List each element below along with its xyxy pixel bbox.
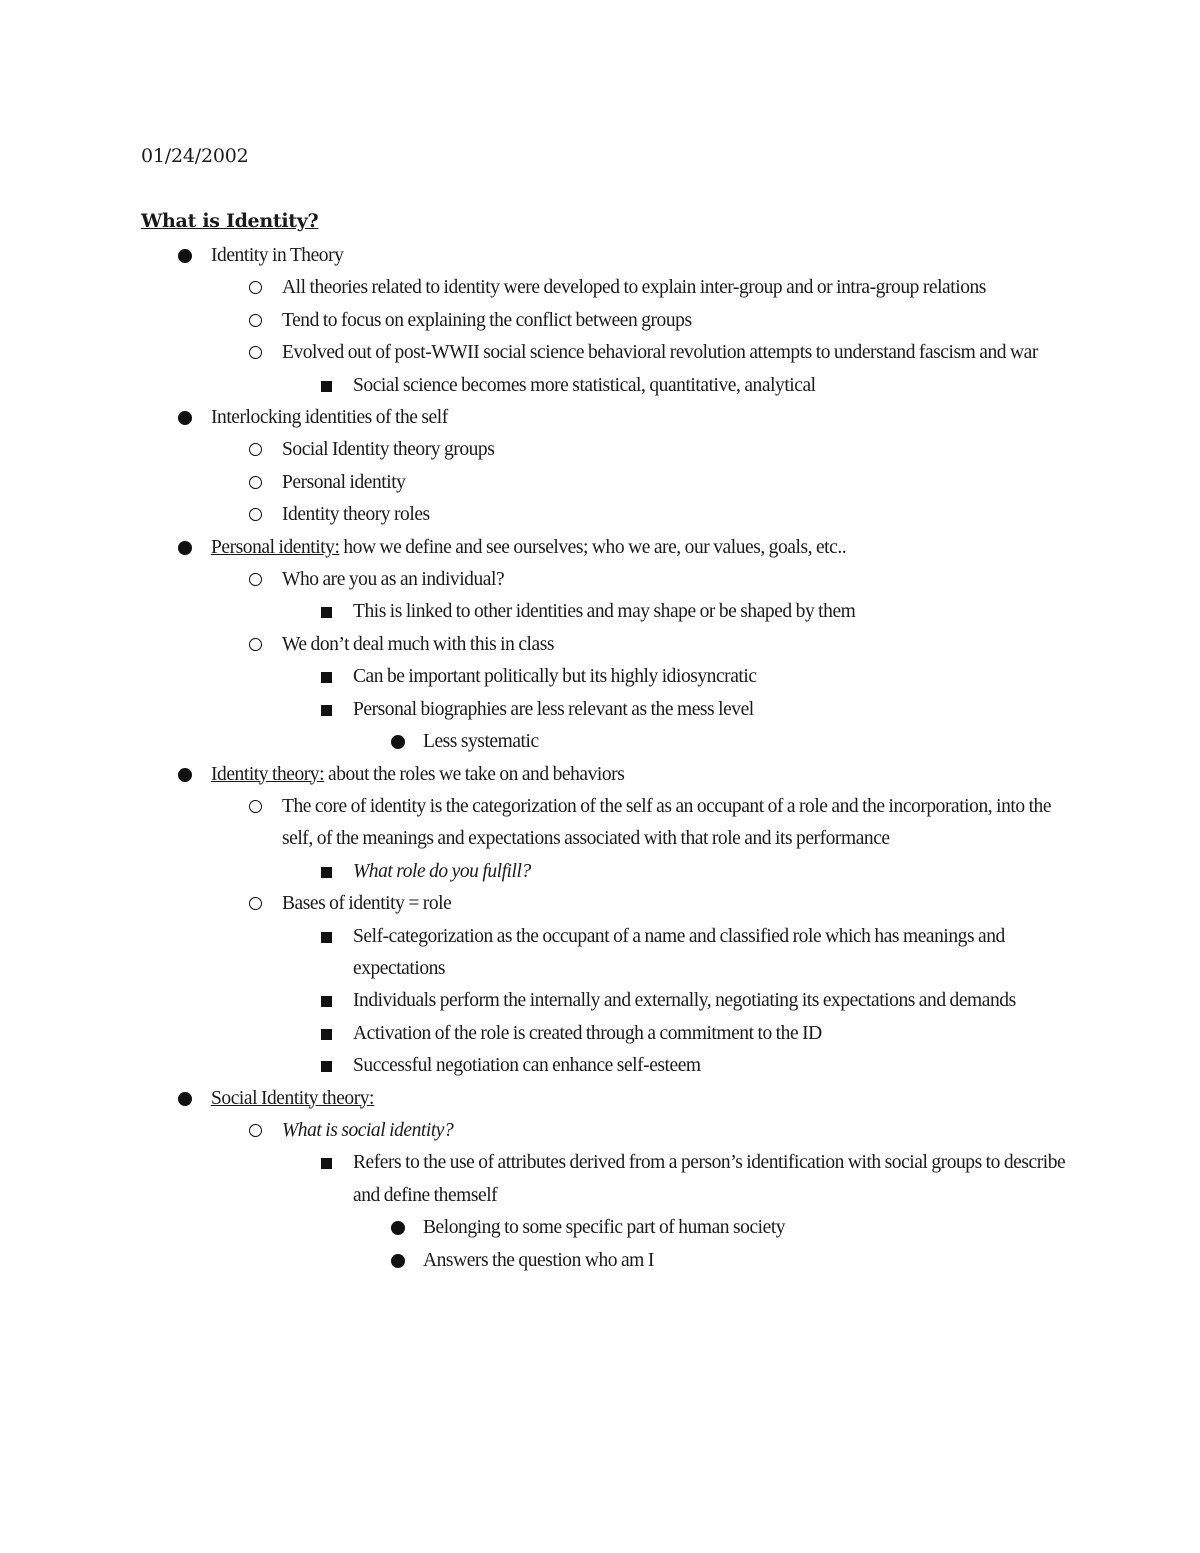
list-item bbox=[0, 1018, 1073, 1050]
list-item bbox=[0, 1245, 1200, 1277]
list-item bbox=[0, 694, 1073, 726]
item-text: Tend to focus on explaining the conflict between groups bbox=[282, 309, 692, 331]
list-item bbox=[0, 467, 1072, 499]
list-item bbox=[0, 856, 1073, 888]
item-text: Bases of identity = role bbox=[282, 893, 452, 915]
filled-bullet-icon bbox=[178, 249, 192, 263]
item-text: about the roles we take on and behaviors bbox=[324, 763, 625, 785]
item-text: All theories related to identity were developed to explain inter-group and or intra-group relations bbox=[282, 277, 986, 299]
filled-bullet-icon bbox=[391, 1254, 405, 1268]
filled-bullet-icon bbox=[178, 541, 192, 555]
item-text: Personal identity bbox=[282, 471, 406, 493]
hollow-bullet-icon bbox=[249, 281, 262, 294]
notes-outline bbox=[0, 240, 1200, 1277]
filled-bullet-icon bbox=[178, 411, 192, 425]
item-text: The core of identity is the categorization of the self as an occupant of a role and the incorporation, into the self, of the meanings and expectations associated with that role and its performance bbox=[282, 795, 1052, 850]
list-item bbox=[0, 305, 1072, 337]
item-text: Individuals perform the internally and externally, negotiating its expectations and demands bbox=[353, 990, 1016, 1012]
list-item bbox=[0, 402, 1200, 434]
item-text: Can be important politically but its highly idiosyncratic bbox=[353, 666, 757, 688]
filled-bullet-icon bbox=[391, 1221, 405, 1235]
list-item bbox=[0, 370, 1073, 402]
list-item bbox=[0, 985, 1073, 1017]
hollow-bullet-icon bbox=[249, 443, 262, 456]
square-bullet-icon bbox=[321, 705, 332, 716]
square-bullet-icon bbox=[321, 996, 332, 1007]
list-item bbox=[0, 1147, 1073, 1212]
item-text: Activation of the role is created through a commitment to the ID bbox=[353, 1022, 822, 1044]
item-text: We don’t deal much with this in class bbox=[282, 633, 554, 655]
item-text: Self-categorization as the occupant of a name and classified role which has meanings and expectations bbox=[353, 925, 1005, 979]
item-text: Answers the question who am I bbox=[423, 1249, 654, 1271]
item-text: What role do you fulfill? bbox=[353, 860, 531, 882]
square-bullet-icon bbox=[321, 672, 332, 683]
square-bullet-icon bbox=[321, 607, 332, 618]
filled-bullet-icon bbox=[391, 735, 405, 749]
item-text: Identity in Theory bbox=[211, 245, 344, 266]
hollow-bullet-icon bbox=[249, 314, 262, 327]
list-item bbox=[0, 791, 1072, 856]
hollow-bullet-icon bbox=[249, 476, 262, 489]
item-text: Personal biographies are less relevant as the mess level bbox=[353, 698, 754, 720]
list-item bbox=[0, 337, 1072, 369]
term-label: Personal identity: bbox=[211, 536, 340, 558]
hollow-bullet-icon bbox=[249, 897, 262, 910]
square-bullet-icon bbox=[321, 1158, 332, 1169]
item-text: This is linked to other identities and may shape or be shaped by them bbox=[353, 601, 856, 623]
item-text: Evolved out of post-WWII social science behavioral revolution attempts to understand fascism and war bbox=[282, 342, 1038, 364]
item-text: Less systematic bbox=[423, 731, 539, 753]
list-item bbox=[0, 499, 1072, 531]
filled-bullet-icon bbox=[178, 1092, 192, 1106]
item-text: Social science becomes more statistical, quantitative, analytical bbox=[353, 374, 816, 396]
item-text: Successful negotiation can enhance self-esteem bbox=[353, 1055, 701, 1077]
list-item bbox=[0, 240, 1200, 272]
item-text: how we define and see ourselves; who we are, our values, goals, etc.. bbox=[339, 536, 847, 558]
list-item bbox=[0, 434, 1072, 466]
list-item bbox=[0, 629, 1072, 661]
item-text: Interlocking identities of the self bbox=[211, 407, 448, 429]
list-item bbox=[0, 564, 1072, 596]
square-bullet-icon bbox=[321, 867, 332, 878]
list-item bbox=[0, 596, 1073, 628]
list-item bbox=[0, 1083, 1200, 1115]
square-bullet-icon bbox=[321, 1061, 332, 1072]
hollow-bullet-icon bbox=[249, 508, 262, 521]
list-item bbox=[0, 532, 1200, 564]
item-text: Identity theory roles bbox=[282, 504, 430, 526]
list-item bbox=[0, 921, 1073, 986]
filled-bullet-icon bbox=[178, 768, 192, 782]
item-text: Who are you as an individual? bbox=[282, 569, 505, 591]
hollow-bullet-icon bbox=[249, 1124, 262, 1137]
list-item bbox=[0, 1212, 1200, 1244]
page-heading: What is Identity? bbox=[141, 210, 319, 232]
term-label: Identity theory: bbox=[211, 763, 325, 785]
hollow-bullet-icon bbox=[249, 573, 262, 586]
list-item bbox=[0, 888, 1072, 920]
item-text: Refers to the use of attributes derived from a person’s identification with social groups to describe and define themself bbox=[353, 1152, 1066, 1206]
list-item bbox=[0, 272, 1072, 304]
item-text: What is social identity? bbox=[282, 1119, 454, 1141]
hollow-bullet-icon bbox=[249, 346, 262, 359]
square-bullet-icon bbox=[321, 932, 332, 943]
list-item bbox=[0, 1050, 1073, 1082]
list-item bbox=[0, 661, 1073, 693]
list-item bbox=[0, 1115, 1072, 1147]
square-bullet-icon bbox=[321, 1029, 332, 1040]
hollow-bullet-icon bbox=[249, 638, 262, 651]
item-text: Belonging to some specific part of human society bbox=[423, 1217, 786, 1239]
square-bullet-icon bbox=[321, 381, 332, 392]
list-item bbox=[0, 726, 1200, 758]
term-label: Social Identity theory: bbox=[211, 1087, 375, 1109]
list-item bbox=[0, 759, 1200, 791]
item-text: Social Identity theory groups bbox=[282, 439, 495, 461]
date: 01/24/2002 bbox=[141, 145, 249, 167]
hollow-bullet-icon bbox=[249, 800, 262, 813]
